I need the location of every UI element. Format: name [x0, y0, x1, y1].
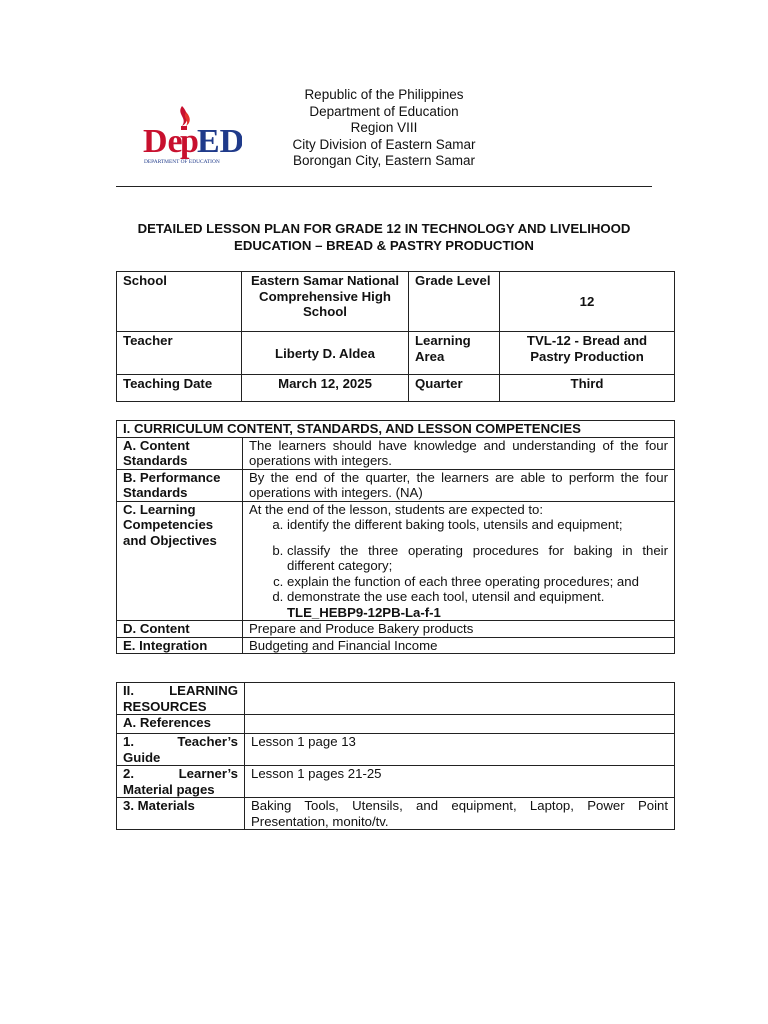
performance-standards-label: B. Performance Standards	[117, 469, 243, 501]
objective-text: demonstrate the use each tool, utensil and equipment.	[287, 589, 605, 604]
grade-value: 12	[500, 272, 675, 332]
school-label: School	[117, 272, 242, 332]
content-standards-label: A. Content Standards	[117, 437, 243, 469]
resources-heading	[117, 683, 245, 715]
curriculum-heading: I. CURRICULUM CONTENT, STANDARDS, AND LESSON COMPETENCIES	[117, 421, 675, 438]
content-standards-value: The learners should have knowledge and understanding of the four operations with integers.	[243, 437, 675, 469]
competencies-label: C. Learning Competencies and Objectives	[117, 501, 243, 621]
learners-num: 2.	[123, 766, 134, 781]
curriculum-table	[116, 420, 675, 654]
content-value: Prepare and Produce Bakery products	[243, 621, 675, 638]
title-line-2: EDUCATION – BREAD & PASTRY PRODUCTION	[234, 237, 534, 253]
document-title	[108, 221, 660, 254]
svg-text:ED: ED	[197, 123, 242, 160]
performance-standards-value: By the end of the quarter, the learners are able to perform the four operations with integers. (NA)	[243, 469, 675, 501]
objective-item	[287, 589, 668, 620]
area-label: Learning Area	[409, 332, 500, 375]
learners-material-label	[117, 766, 245, 798]
competencies-intro: At the end of the lesson, students are expected to:	[249, 501, 543, 517]
header-line: Department of Education	[309, 103, 459, 119]
header-line: Republic of the Philippines	[304, 87, 464, 102]
teachers-guide-label	[117, 734, 245, 766]
quarter-value: Third	[500, 375, 675, 402]
deped-logo	[142, 102, 242, 168]
materials-value: Baking Tools, Utensils, and equipment, Laptop, Power Point Presentation, monito/tv.	[245, 798, 675, 830]
agency-header	[264, 87, 504, 170]
teacher-value: Liberty D. Aldea	[242, 332, 409, 375]
objective-item: a. identify the different baking tools, utensils and equipment;	[287, 517, 668, 533]
resources-heading-num: II.	[123, 683, 134, 698]
header-line: Borongan City, Eastern Samar	[292, 153, 476, 168]
teachers-guide-line2: Guide	[123, 749, 161, 765]
competencies-cell	[243, 501, 675, 621]
teacher-label: Teacher	[117, 332, 242, 375]
school-value: Eastern Samar National Comprehensive High School	[242, 272, 409, 332]
references-blank	[245, 715, 675, 734]
area-value: TVL-12 - Bread and Pastry Production	[500, 332, 675, 375]
integration-label: E. Integration	[117, 637, 243, 654]
logo-subtext: DEPARTMENT OF EDUCATION	[144, 159, 220, 165]
svg-text:p: p	[180, 123, 199, 160]
date-label: Teaching Date	[117, 375, 242, 402]
learners-word: Learner’s	[178, 766, 238, 781]
resources-heading-word: LEARNING	[169, 683, 238, 698]
references-label: A. References	[117, 715, 245, 734]
grade-label: Grade Level	[409, 272, 500, 332]
header-divider	[116, 186, 652, 187]
resources-heading-blank	[245, 683, 675, 715]
date-value: March 12, 2025	[242, 375, 409, 402]
header-line: City Division of Eastern Samar	[292, 136, 476, 152]
objective-item: b. classify the three operating procedures for baking in their different category;	[287, 543, 668, 574]
svg-text:De: De	[143, 123, 183, 160]
teachers-guide-value: Lesson 1 page 13	[245, 734, 675, 766]
learners-line2: Material pages	[123, 781, 215, 797]
integration-value: Budgeting and Financial Income	[243, 637, 675, 654]
teachers-guide-num: 1.	[123, 734, 134, 749]
title-line-1: DETAILED LESSON PLAN FOR GRADE 12 IN TECHNOLOGY AND LIVELIHOOD	[137, 221, 631, 236]
materials-label: 3. Materials	[117, 798, 245, 830]
header-line: Region VIII	[350, 120, 418, 135]
objectives-list	[249, 517, 668, 620]
lesson-info-table	[116, 271, 675, 402]
objective-item: c. explain the function of each three operating procedures; and	[287, 574, 668, 590]
resources-heading-line2: RESOURCES	[123, 698, 207, 714]
competency-code: TLE_HEBP9-12PB-La-f-1	[287, 604, 441, 620]
teachers-guide-word: Teacher’s	[177, 734, 238, 749]
content-label: D. Content	[117, 621, 243, 638]
learning-resources-table	[116, 682, 675, 830]
learners-material-value: Lesson 1 pages 21-25	[245, 766, 675, 798]
quarter-label: Quarter	[409, 375, 500, 402]
